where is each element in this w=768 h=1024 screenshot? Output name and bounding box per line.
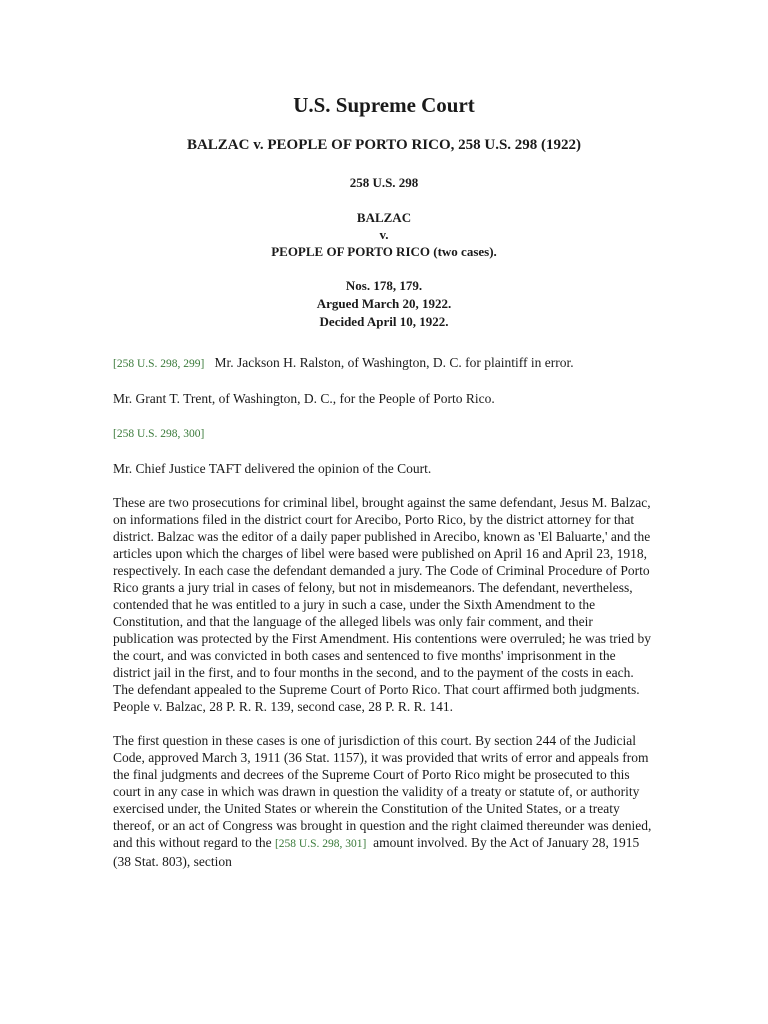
- respondent-name: PEOPLE OF PORTO RICO (two cases).: [271, 244, 497, 259]
- page-ref-300-paragraph: [113, 424, 655, 443]
- paragraph-2-continuation: amount involved. By the Act of January 28, 1915 (38 Stat. 803), section: [113, 835, 640, 869]
- docket-block: [113, 277, 655, 331]
- page-ref-300-link[interactable]: [258 U.S. 298, 300]: [113, 428, 205, 440]
- counsel-plaintiff-text: Mr. Jackson H. Ralston, of Washington, D. C. for plaintiff in error.: [214, 355, 574, 370]
- opinion-paragraph-1: These are two prosecutions for criminal libel, brought against the same defendant, Jesus M. Balzac, on informations filed in the district court for Arecibo, Porto Rico, by the district attorney for that district. Balzac was the editor of a daily paper published in Arecibo, known as 'El Baluarte,' and the articles upon which the charges of libel were based were published on April 16 and April 23, 1918, respectively. In each case the defendant demanded a jury. The Code of Criminal Procedure of Porto Rico grants a jury trial in cases of felony, but not in misdemeanors. The defendant, nevertheless, contended that he was entitled to a jury in such a case, under the Sixth Amendment to the Constitution, and that the language of the alleged libels was only fair comment, and their publication was protected by the First Amendment. His contentions were overruled; he was tried by the court, and was convicted in both cases and sentenced to five months' imprisonment in the district jail in the first, and to four months in the second, and to the payment of the costs in each. The defendant appealed to the Supreme Court of Porto Rico. That court affirmed both judgments. People v. Balzac, 28 P. R. R. 139, second case, 28 P. R. R. 141.: [113, 495, 651, 714]
- counsel-defendant-paragraph: Mr. Grant T. Trent, of Washington, D. C., for the People of Porto Rico.: [113, 391, 495, 406]
- decided-date: Decided April 10, 1922.: [319, 314, 449, 329]
- versus-label: v.: [379, 227, 389, 242]
- docket-numbers: Nos. 178, 179.: [345, 278, 423, 293]
- parties-block: [113, 209, 655, 260]
- page-ref-299-link[interactable]: [258 U.S. 298, 299]: [113, 358, 205, 370]
- court-title: U.S. Supreme Court: [293, 93, 475, 117]
- opinion-delivered: Mr. Chief Justice TAFT delivered the opinion of the Court.: [113, 461, 432, 476]
- citation: 258 U.S. 298: [349, 175, 419, 190]
- petitioner-name: BALZAC: [356, 210, 412, 225]
- paragraph-2-text: The first question in these cases is one of jurisdiction of this court. By section 244 of the Judicial Code, approved March 3, 1911 (36 Stat. 1157), it was provided that writs of error and appeals from the final judgments and decrees of the Supreme Court of Porto Rico might be prosecuted to this court in any case in which was drawn in question the validity of a treaty or statute of, or authority exercised under, the United States or wherein the Constitution of the United States, or a treaty thereof, or an act of Congress was brought in question and the right claimed thereunder was denied, and this without regard to the: [113, 733, 652, 850]
- opinion-paragraph-2: [113, 732, 655, 870]
- argued-date: Argued March 20, 1922.: [316, 296, 452, 311]
- document-page: [113, 92, 655, 870]
- page-ref-301-link[interactable]: [258 U.S. 298, 301]: [274, 838, 367, 850]
- case-title: BALZAC v. PEOPLE OF PORTO RICO, 258 U.S. 298 (1922): [186, 137, 582, 153]
- counsel-plaintiff-paragraph: [113, 354, 655, 373]
